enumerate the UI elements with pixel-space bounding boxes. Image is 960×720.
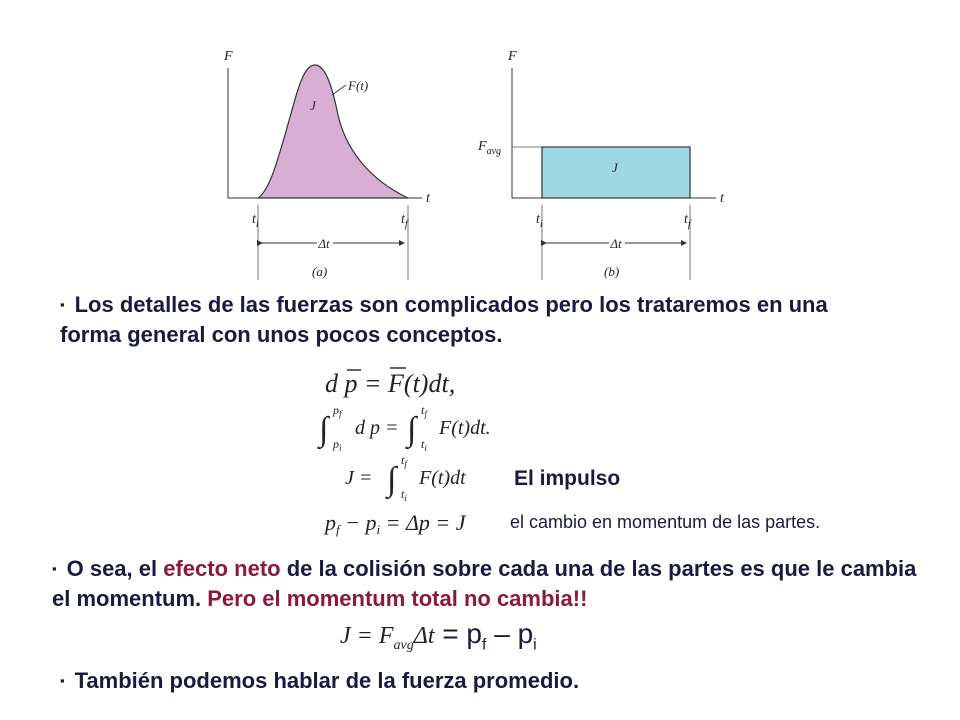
eq4: pf − pi = Δp = J bbox=[325, 510, 466, 537]
caption-b: (b) bbox=[604, 264, 620, 279]
eq3: J = bbox=[345, 467, 373, 489]
curve-label-a: F(t) bbox=[348, 78, 369, 93]
tf-label-b: $t_f$ bbox=[684, 212, 691, 230]
bullet-2-highlight1: efecto neto bbox=[163, 556, 281, 581]
axis-label-f-b: F bbox=[508, 49, 517, 64]
tf-label-a: $t_f$ bbox=[401, 212, 408, 230]
area-label-a: J bbox=[310, 98, 316, 113]
eq2-upper: $p_f$ bbox=[333, 403, 342, 419]
impulse-label: El impulso bbox=[514, 467, 621, 490]
delta-label-b: Δt bbox=[610, 236, 622, 251]
equation-block bbox=[315, 362, 515, 542]
graph-b bbox=[470, 40, 740, 290]
ti-label-b: $t_i$ bbox=[536, 212, 543, 230]
area-label-b: J bbox=[612, 160, 618, 175]
axis-label-f-a: F bbox=[224, 49, 233, 64]
eq2: ∫ bbox=[319, 411, 329, 448]
bullet-icon: ▪ bbox=[60, 673, 65, 688]
impulse-eq-rhs: = $p_f - p_i$ bbox=[434, 618, 537, 654]
bullet-icon: ▪ bbox=[60, 297, 65, 312]
axis-label-t-a: t bbox=[426, 191, 430, 206]
bullet-1-text: Los detalles de las fuerzas son complicados pero los trataremos en una forma general con unos pocos conceptos. bbox=[60, 292, 828, 347]
favg-label-b: $F_{avg}$ bbox=[478, 139, 502, 157]
graph-a bbox=[200, 40, 440, 290]
eq3-body: F(t)dt bbox=[419, 467, 466, 489]
bullet-2-highlight2: Pero el momentum total no cambia!! bbox=[207, 586, 588, 611]
ti-label-a: $t_i$ bbox=[252, 212, 259, 230]
bullet-2-part2: de la colisión sobre cada una de las partes es que le cambia el momentum. bbox=[52, 556, 917, 611]
eq2-body2: F(t)dt. bbox=[439, 417, 491, 439]
eq2-body: d p = bbox=[355, 417, 399, 439]
caption-a: (a) bbox=[312, 264, 328, 279]
eq3-upper: $t_f$ bbox=[401, 453, 407, 469]
eq2-lower2: $t_i$ bbox=[421, 437, 427, 453]
impulse-eq-lhs: $J = F_{avg}\Delta t$ bbox=[340, 623, 435, 653]
eq3-int: ∫ bbox=[387, 461, 397, 498]
bullet-3 bbox=[60, 666, 860, 696]
axis-label-t-b: t bbox=[720, 191, 724, 206]
bullet-3-text: También podemos hablar de la fuerza promedio. bbox=[74, 668, 580, 693]
impulse-equation bbox=[340, 618, 537, 655]
bullet-2-part1: O sea, el bbox=[66, 556, 164, 581]
bullet-2 bbox=[52, 554, 932, 614]
curve-leader-a bbox=[332, 85, 346, 95]
delta-label-a: Δt bbox=[318, 236, 330, 251]
change-note: el cambio en momentum de las partes. bbox=[510, 512, 821, 532]
bullet-icon: ▪ bbox=[52, 561, 57, 576]
impulse-area-a bbox=[258, 65, 408, 198]
eq2-int: ∫ bbox=[407, 411, 417, 448]
eq2-lower: $p_i$ bbox=[333, 437, 342, 453]
eq1: d p = F(t)dt, bbox=[325, 369, 456, 398]
eq2-upper2: $t_f$ bbox=[421, 403, 427, 419]
eq3-lower: $t_i$ bbox=[401, 487, 407, 503]
bullet-1 bbox=[60, 290, 860, 350]
